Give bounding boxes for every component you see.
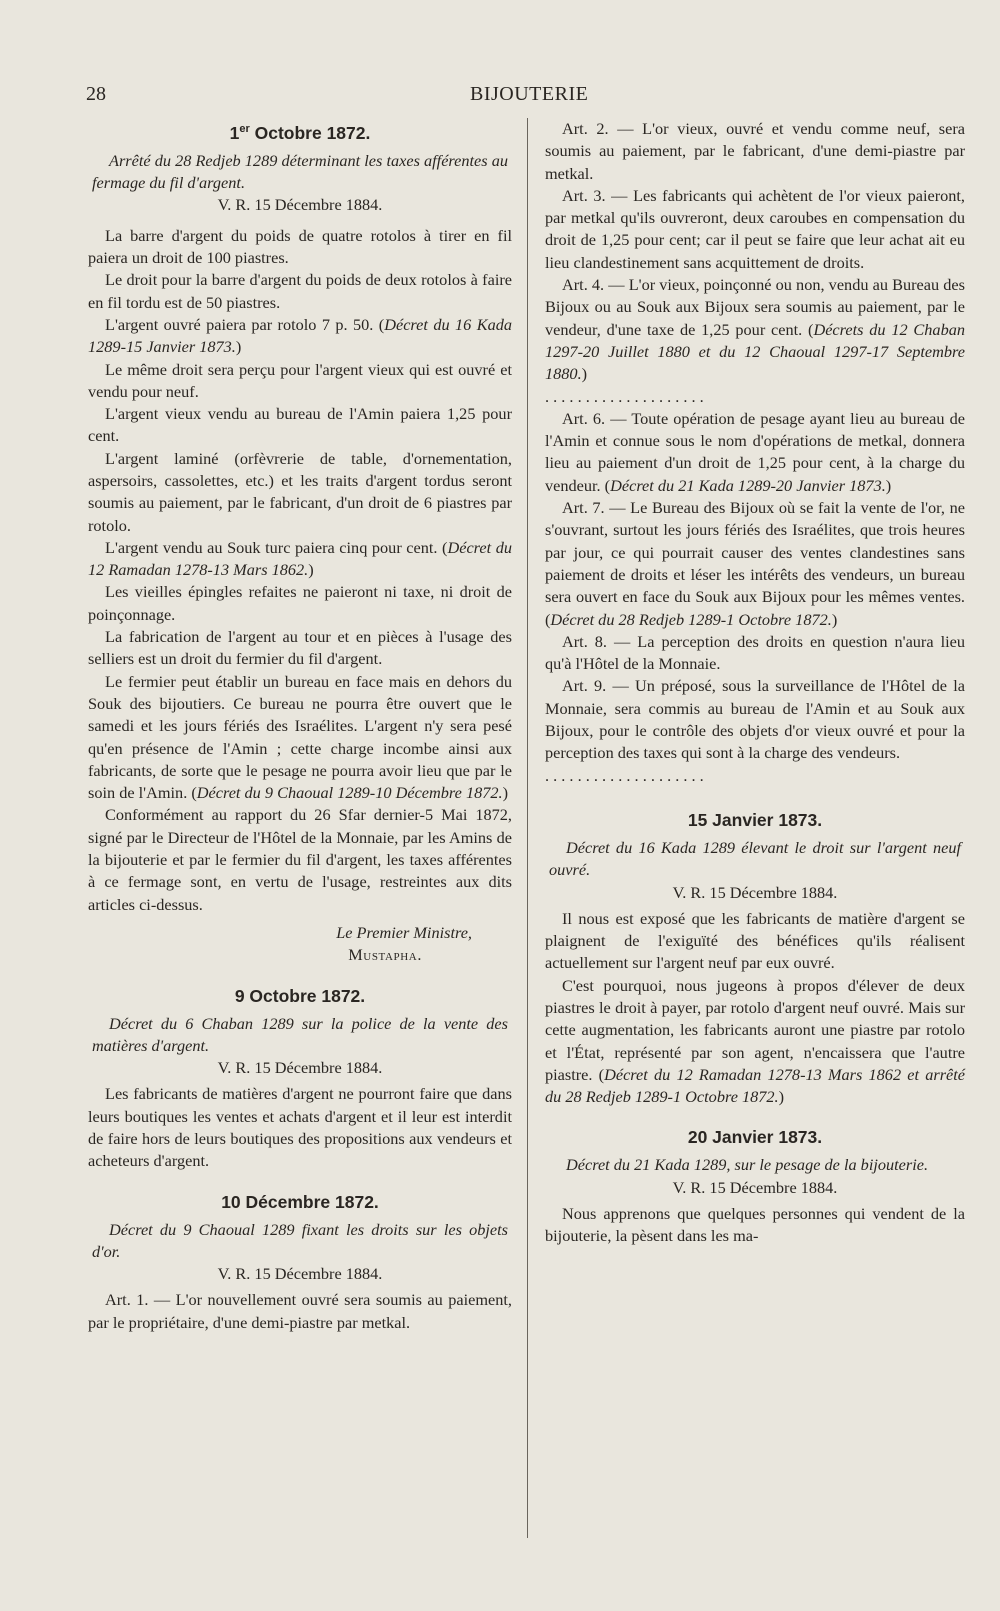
decree-reference: Décret du 21 Kada 1289-20 Janvier 1873. xyxy=(610,475,886,495)
paragraph-end: ) xyxy=(778,1087,785,1107)
decree-reference: Décret du 28 Redjeb 1289-1 Octobre 1872. xyxy=(550,609,832,629)
paragraph: Le même droit sera perçu pour l'argent vieux qui est ouvré et vendu pour neuf. xyxy=(88,359,512,401)
article-end: ) xyxy=(885,475,892,495)
section-title: Arrêté du 28 Redjeb 1289 déterminant les taxes afférentes au fermage du fil d'argent. xyxy=(92,150,508,193)
decree-reference: Décret du 12 Ramadan 1278-13 Mars 1862. xyxy=(88,537,512,580)
paragraph-text: L'argent ouvré paiera par rotolo 7 p. 50. ( xyxy=(105,314,385,334)
paragraph: Les fabricants de matières d'argent ne pourront faire que dans leurs boutiques les ventes et achats d'argent et il leur est interdit de faire hors de leurs boutiques des propositions aux vendeurs et acheteurs d'argent. xyxy=(88,1084,512,1171)
paragraph: L'argent vieux vendu au bureau de l'Amin paiera 1,25 pour cent. xyxy=(88,404,512,446)
decree-reference: Décret du 16 Kada 1289-15 Janvier 1873. xyxy=(88,314,512,357)
article: Art. 8. — La perception des droits en question n'aura lieu qu'à l'Hôtel de la Monnaie. xyxy=(545,631,965,674)
paragraph-text: L'argent vendu au Souk turc paiera cinq pour cent. ( xyxy=(105,537,448,557)
date-day: 1 xyxy=(229,122,240,143)
vr-reference: V. R. 15 Décembre 1884. xyxy=(217,1058,383,1078)
section-title: Décret du 6 Chaban 1289 sur la police de la vente des matières d'argent. xyxy=(92,1013,508,1055)
section-date xyxy=(88,118,512,144)
paragraph xyxy=(88,671,512,805)
paragraph-text: C'est pourquoi, nous jugeons à propos d'élever de deux piastres le droit à payer, par rotolo d'argent neuf ouvré. Mais sur cette augmentation, les fabricants auront une piastre par rotolo et l'État, représenté par son agent, n'encaissera que l'autre piastre. ( xyxy=(545,975,965,1084)
article-end: ) xyxy=(581,364,588,384)
running-head: BIJOUTERIE xyxy=(470,83,589,105)
decree-reference: Décrets du 12 Chaban 1297-20 Juillet 1880 et du 12 Chaoual 1297-17 Septembre 1880. xyxy=(545,319,965,384)
paragraph: Nous apprenons que quelques personnes qui vendent de la bijouterie, la pèsent dans les ma- xyxy=(545,1204,965,1246)
article: Art. 2. — L'or vieux, ouvré et vendu comme neuf, sera soumis au paiement, par le fabricant, d'une demi-piastre par metkal. xyxy=(545,119,965,183)
section-date: 15 Janvier 1873. xyxy=(687,809,823,830)
decree-reference: Décret du 9 Chaoual 1289-10 Décembre 1872. xyxy=(196,783,503,803)
paragraph xyxy=(88,537,512,582)
signature-name: Mustapha. xyxy=(348,945,422,965)
paragraph-text: Le fermier peut établir un bureau en face mais en dehors du Souk des bijoutiers. Ce bureau ne pourra être ouvert que le samedi et les jours fériés des Israélites. L'argent n'y sera pesé qu'en présence de l'Amin ; cette charge incombe ainsi aux fabricants, de sorte que le pesage ne pourra avoir lieu que par le soin de l'Amin. ( xyxy=(88,671,512,803)
right-column xyxy=(545,118,965,1248)
article: Art. 9. — Un préposé, sous la surveillance de l'Hôtel de la Monnaie, sera commis au bureau de l'Amin et au Souk aux Bijoux, pour le contrôle des objets d'or vieux ouvré et pour la perception des taxes qui sont à la charge des vendeurs. xyxy=(545,676,965,763)
date-rest: Octobre 1872. xyxy=(249,122,371,143)
article xyxy=(545,497,965,631)
section-title: Décret du 21 Kada 1289, sur le pesage de la bijouterie. xyxy=(566,1155,929,1175)
paragraph: Il nous est exposé que les fabricants de matière d'argent se plaignent de l'exiguïté des bénéfices qu'ils réalisent actuellement sur l'argent neuf par eux ouvré. xyxy=(545,908,965,973)
paragraph: Conformément au rapport du 26 Sfar dernier-5 Mai 1872, signé par le Directeur de l'Hôtel de la Monnaie, par les Amins de la bijouterie et par le fermier du fil d'argent, les taxes afférentes à ce fermage sont, en vertu de l'usage, restreintes aux dits articles ci-dessus. xyxy=(88,805,512,914)
vr-reference: V. R. 15 Décembre 1884. xyxy=(672,882,838,902)
section-date: 20 Janvier 1873. xyxy=(687,1127,823,1148)
article xyxy=(545,408,965,497)
vr-reference: V. R. 15 Décembre 1884. xyxy=(672,1177,838,1197)
paragraph: La barre d'argent du poids de quatre rotolos à tirer en fil paiera un droit de 100 piastres. xyxy=(88,225,512,268)
date-sup: er xyxy=(239,123,250,135)
column-divider xyxy=(527,118,528,1538)
paragraph-end: ) xyxy=(235,337,242,357)
section-date: 9 Octobre 1872. xyxy=(234,985,366,1006)
paragraph: Les vieilles épingles refaites ne paieront ni taxe, ni droit de poinçonnage. xyxy=(88,582,512,624)
article: Art. 3. — Les fabricants qui achètent de l'or vieux paieront, par metkal qu'ils ouvreront, deux caroubes en compensation du droit de 1,25 pour cent; car il peut se faire que leur achat ait eu lieu clandestinement sans acquittement de droits. xyxy=(545,185,965,272)
paragraph: L'argent laminé (orfèvrerie de table, d'ornementation, aspersoirs, cassolettes, etc.) et les traits d'argent tordus seront soumis au paiement, par le fabricant, d'un droit de 6 piastres par rotolo. xyxy=(88,448,512,535)
left-column xyxy=(88,118,512,1334)
article-text: Art. 6. — Toute opération de pesage ayant lieu au bureau de l'Amin et connue sous le nom d'opérations de metkal, donnera lieu au paiement d'un droit de 1,25 pour cent, à la charge du vendeur. ( xyxy=(545,408,965,495)
vr-reference: V. R. 15 Décembre 1884. xyxy=(217,1264,383,1284)
paragraph-end: ) xyxy=(308,560,314,580)
section-date: 10 Décembre 1872. xyxy=(221,1191,379,1212)
paragraph xyxy=(545,975,965,1109)
article-end: ) xyxy=(831,609,838,629)
paragraph xyxy=(88,314,512,359)
paragraph: Le droit pour la barre d'argent du poids de deux rotolos à faire en fil tordu est de 50 piastres. xyxy=(88,270,512,312)
article xyxy=(545,274,965,385)
paragraph-end: ) xyxy=(502,783,509,803)
vr-reference: V. R. 15 Décembre 1884. xyxy=(217,195,383,215)
paragraph: La fabrication de l'argent au tour et en pièces à l'usage des selliers est un droit du fermier du fil d'argent. xyxy=(88,627,512,669)
ellipsis-row: . . . . . . . . . . . . . . . . . . . . xyxy=(545,765,704,785)
article: Art. 1. — L'or nouvellement ouvré sera soumis au paiement, par le propriétaire, d'une demi-piastre par metkal. xyxy=(88,1290,512,1332)
section-title: Décret du 9 Chaoual 1289 fixant les droits sur les objets d'or. xyxy=(92,1219,508,1261)
decree-reference: Décret du 12 Ramadan 1278-13 Mars 1862 et arrêté du 28 Redjeb 1289-1 Octobre 1872. xyxy=(545,1064,966,1107)
signature-role: Le Premier Ministre, xyxy=(336,922,472,942)
page-number: 28 xyxy=(86,83,106,105)
section-title: Décret du 16 Kada 1289 élevant le droit sur l'argent neuf ouvré. xyxy=(549,837,961,880)
ellipsis-row: . . . . . . . . . . . . . . . . . . . . xyxy=(545,386,704,406)
article-text: Art. 7. — Le Bureau des Bijoux où se fait la vente de l'or, ne s'ouvrant, surtout les jours fériés des Israélites, que trois heures par jour, ce qui pourrait causer des ventes clandestines sans paiement de droits et léser les intérêts des vendeurs, un bureau sera ouvert en face du Souk aux Bijoux pour les mêmes ventes. ( xyxy=(545,498,965,629)
article-text: Art. 4. — L'or vieux, poinçonné ou non, vendu au Bureau des Bijoux ou au Souk aux Bijoux sera soumis au paiement, par le vendeur, d'une taxe de 1,25 pour cent. ( xyxy=(545,275,965,339)
